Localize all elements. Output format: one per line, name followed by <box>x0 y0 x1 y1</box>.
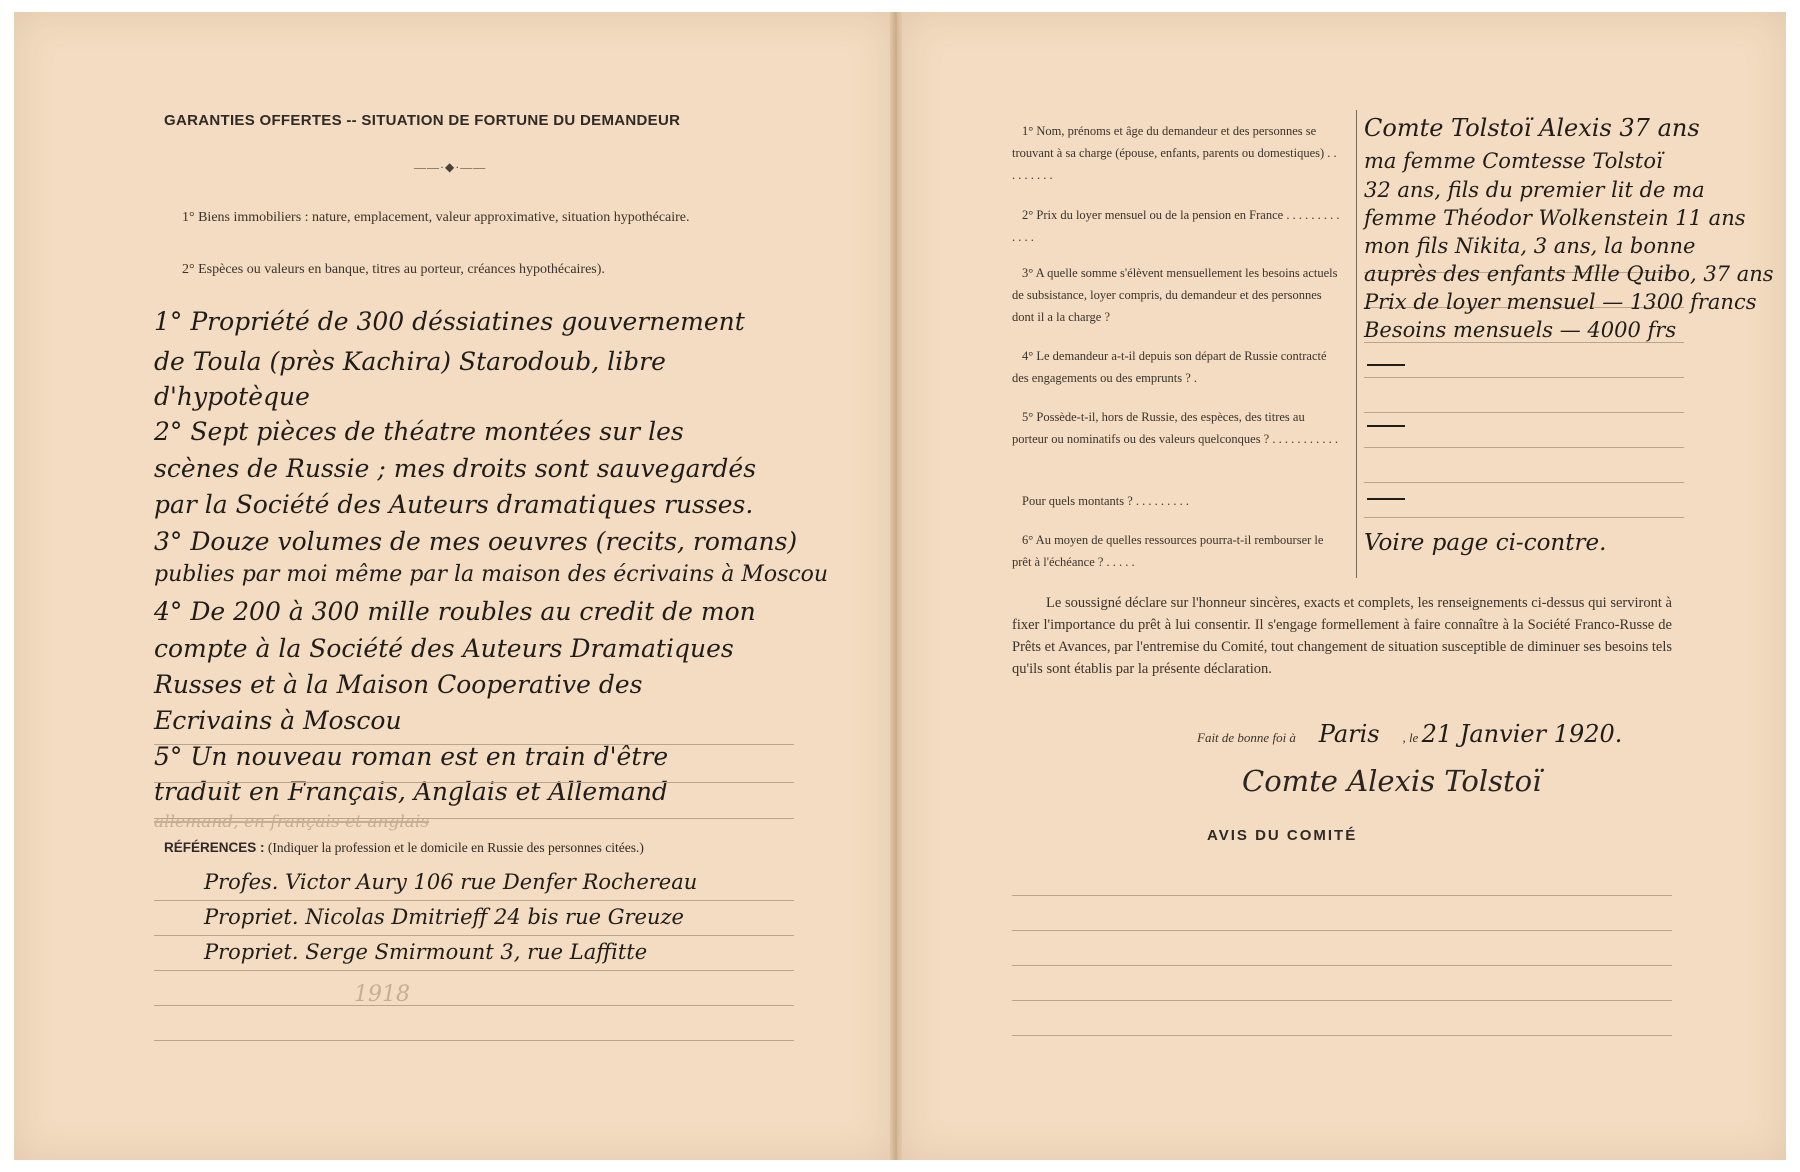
answer-line: 32 ans, fils du premier lit de ma <box>1364 178 1705 202</box>
struck-out-handwriting: allemand, en français et anglais <box>154 812 430 832</box>
question-cash-securities: 2° Espèces ou valeurs en banque, titres au porteur, créances hypothécaires). <box>182 262 605 277</box>
question-debts: 4° Le demandeur a-t-il depuis son départ de Russie contracté des engagements ou des emprunts ? . <box>1012 349 1327 385</box>
references-instruction: (Indiquer la profession et le domicile en Russie des personnes citées.) <box>267 840 644 855</box>
reference-entry: Propriet. Serge Smirmount 3, rue Laffitte <box>204 940 648 964</box>
answer-line: mon fils Nikita, 3 ans, la bonne <box>1364 234 1696 258</box>
handwritten-line: 3° Douze volumes de mes oeuvres (recits, romans) <box>154 527 798 556</box>
handwritten-line: compte à la Société des Auteurs Dramatiques <box>154 634 734 663</box>
handwritten-line: de Toula (près Kachira) Starodoub, libre <box>154 347 666 376</box>
ruled-line <box>154 1040 794 1041</box>
ruled-line <box>1364 377 1684 378</box>
ruled-line <box>1364 517 1684 518</box>
ruled-line <box>154 818 794 819</box>
ruled-line <box>1012 1035 1672 1036</box>
answer-monthly-needs: Besoins mensuels — 4000 frs <box>1364 318 1677 342</box>
answer-dash <box>1367 498 1405 500</box>
ruled-line <box>1012 1000 1672 1001</box>
ruled-line <box>154 1005 794 1006</box>
fait-prefix: Fait de bonne foi à <box>1197 730 1296 745</box>
handwritten-line: Russes et à la Maison Cooperative des <box>154 670 643 699</box>
handwritten-line: Ecrivains à Moscou <box>154 706 402 735</box>
column-divider <box>1356 110 1357 578</box>
references-label <box>164 840 644 856</box>
ruled-line <box>1012 895 1672 896</box>
ruled-line <box>1012 930 1672 931</box>
ruled-line <box>154 935 794 936</box>
date-prefix: , le <box>1402 730 1419 745</box>
ruled-line <box>1364 447 1684 448</box>
handwritten-line: 2° Sept pièces de théatre montées sur les <box>154 417 684 446</box>
ruled-line <box>154 782 794 783</box>
ruled-line <box>1364 412 1684 413</box>
heading-ornament: ——·◆·—— <box>414 160 487 174</box>
answer-line: femme Théodor Wolkenstein 11 ans <box>1364 206 1746 230</box>
date-value: 21 Janvier 1920. <box>1421 720 1623 748</box>
answer-dash <box>1367 364 1405 366</box>
ruled-line <box>154 970 794 971</box>
signature-place-date <box>1197 720 1622 748</box>
ruled-line <box>154 744 794 745</box>
answer-rent: Prix de loyer mensuel — 1300 francs <box>1364 290 1757 314</box>
handwritten-line: 4° De 200 à 300 mille roubles au credit de mon <box>154 597 756 626</box>
answer-dash <box>1367 425 1405 427</box>
question-assets: 5° Possède-t-il, hors de Russie, des espèces, des titres au porteur ou nominatifs ou des valeurs quelconques ? . . . . . . . . . . . <box>1012 410 1338 446</box>
show-through-text: 1918 <box>354 982 410 1007</box>
ruled-line <box>1012 965 1672 966</box>
ruled-line <box>154 900 794 901</box>
reference-entry: Propriet. Nicolas Dmitrieff 24 bis rue Greuze <box>204 905 684 929</box>
guarantees-heading: GARANTIES OFFERTES -- SITUATION DE FORTUNE DU DEMANDEUR <box>164 112 681 129</box>
answer-line: Comte Tolstoï Alexis 37 ans <box>1364 114 1700 142</box>
question-real-estate: 1° Biens immobiliers : nature, emplacement, valeur approximative, situation hypothécaire. <box>182 210 690 225</box>
question-rent: 2° Prix du loyer mensuel ou de la pension en France . . . . . . . . . . . . . <box>1012 208 1340 244</box>
question-amounts: Pour quels montants ? . . . . . . . . . <box>1022 494 1190 508</box>
declaration-text: Le soussigné déclare sur l'honneur sincères, exacts et complets, les renseignements ci-dessus qui serviront à fixer l'importance du prêt à lui consentir. Il s'engage formellement à faire connaître à la Société Franco-Russe de Prêts et Avances, par l'entremise du Comité, tout changement de situation susceptible de diminuer ses besoins tels qu'ils sont établis par la présente déclaration. <box>1012 595 1672 677</box>
handwritten-line: 5° Un nouveau roman est en train d'être <box>154 742 669 771</box>
handwritten-line: par la Société des Auteurs dramatiques russes. <box>154 490 754 519</box>
handwritten-line: d'hypotèque <box>154 382 310 411</box>
question-repayment: 6° Au moyen de quelles ressources pourra-t-il rembourser le prêt à l'échéance ? . . . . . <box>1012 533 1324 569</box>
handwritten-line: traduit en Français, Anglais et Allemand <box>154 777 668 806</box>
right-page <box>902 12 1786 1160</box>
answer-line: auprès des enfants Mlle Quibo, 37 ans <box>1364 262 1774 286</box>
references-title: RÉFÉRENCES : <box>164 840 265 855</box>
handwritten-line: scènes de Russie ; mes droits sont sauvegardés <box>154 454 757 483</box>
ruled-line <box>1364 342 1684 343</box>
answer-repayment: Voire page ci-contre. <box>1364 530 1607 556</box>
signature: Comte Alexis Tolstoï <box>1242 764 1542 798</box>
question-name-dependents: 1° Nom, prénoms et âge du demandeur et des personnes se trouvant à sa charge (épouse, enfants, parents ou domestiques) . . . . . . . . . <box>1012 124 1337 182</box>
reference-entry: Profes. Victor Aury 106 rue Denfer Rochereau <box>204 870 698 894</box>
left-page <box>14 12 892 1160</box>
answer-line: ma femme Comtesse Tolstoï <box>1364 149 1663 173</box>
handwritten-line: 1° Propriété de 300 déssiatines gouvernement <box>154 307 745 336</box>
question-monthly-needs: 3° A quelle somme s'élèvent mensuellement les besoins actuels de subsistance, loyer compris, du demandeur et des personnes dont il a la charge ? <box>1012 266 1338 324</box>
place-value: Paris <box>1318 720 1380 748</box>
handwritten-line: publies par moi même par la maison des écrivains à Moscou <box>154 562 829 587</box>
committee-opinion-heading: AVIS DU COMITÉ <box>1207 827 1358 844</box>
ruled-line <box>1364 482 1684 483</box>
